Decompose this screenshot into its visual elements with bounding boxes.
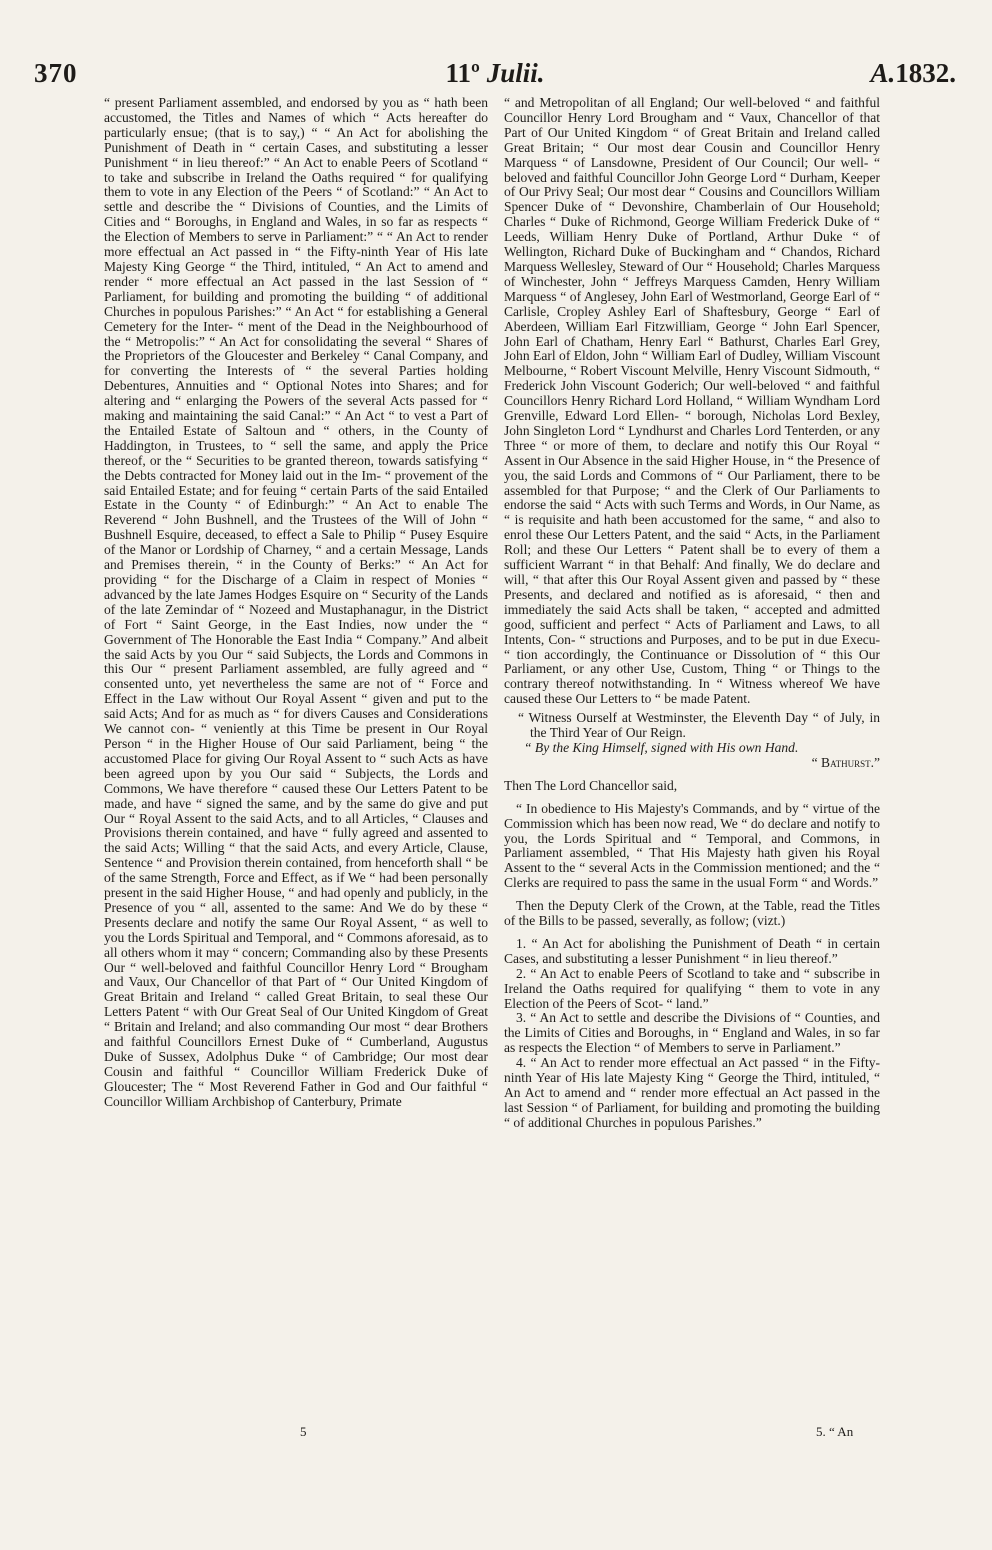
year-prefix: A. bbox=[870, 58, 896, 88]
right-continuation: “ and Metropolitan of all England; Our well-beloved “ and faithful Councillor Henry Lord Brougham and “ Vaux, Chancellor of that Part of Our United Kingdom “ of Great Britain and Ireland called Great Britain; “ Our most dear Cousin and Councillor Henry Marquess “ of Lansdowne, President of Our Council; Our well- “ beloved and faithful Councillor John George Lord “ Durham, Keeper of Our Privy Seal; Our most dear “ Cousins and Councillors William Spencer Duke of “ Devonshire, Chamberlain of Our Household; Charles “ Duke of Richmond, George William Frederick Duke of “ Leeds, William Henry Duke of Portland, Arthur Duke “ of Wellington, Richard Duke of Buckingham and “ Chandos, Richard Marquess Wellesley, Steward of Our “ Household; Charles Marquess of Winchester, John “ Jeffreys Marquess Camden, Henry William Marquess “ of Anglesey, John Earl of Westmorland, George Earl of “ Carlisle, Cropley Ashley Earl of Shaftesbury, George “ Earl of Aberdeen, William Earl Fitzwilliam, George “ John Earl Spencer, John Earl of Chatham, Henry Earl “ Bathurst, Charles Earl Grey, John Earl of Eldon, John “ William Earl of Dudley, William Viscount Melbourne, “ Robert Viscount Melville, Henry Viscount Sidmouth, “ Frederick John Viscount Goderich; Our well-beloved “ and faithful Councillors Henry Richard Lord Holland, “ William Wyndham Lord Grenville, Edward Lord Ellen- “ borough, Nicholas Lord Bexley, John Singleton Lord “ Lyndhurst and Charles Lord Tenterden, or any Three “ or more of them, to declare and notify this Our Royal “ Assent in Our Absence in the said Higher House, in “ the Presence of you, the said Lords and Commons of “ Our Parliament, there to be assembled for that Purpose; “ and the Clerk of Our Parliaments to endorse the said “ Acts with such Terms and Words, in Our Name, as “ is requisite and hath been accustomed for the same, “ and also to enrol these Our Letters Patent, and the said “ Acts, in the Parliament Roll; and these Our Letters “ Patent shall be to every of them a sufficient Warrant “ in that Behalf: And finally, We do declare and will, “ that after this Our Royal Assent given and passed by “ these Presents, and declared and notified as is aforesaid, “ then and immediately the said Acts shall be taken, “ accepted and admitted good, sufficient and perfect “ Acts of Parliament and Laws, to all Intents, Con- “ structions and Purposes, and to be put in due Execu- “ tion accordingly, the Continuance or Dissolution of “ this Our Parliament, or any other Use, Custom, Thing “ or Things to the contrary thereof notwithstanding. In “ Witness whereof We have caused these Our Letters to “ be made Patent. bbox=[504, 96, 880, 707]
chancellor-speech: “ In obedience to His Majesty's Commands, and by “ virtue of the Commission which has been now read, We “ do declare and notify to you, the Lords Spiritual and “ Temporal, and Commons, in Parliament assembled, “ That His Majesty hath given his Royal Assent to the “ several Acts in the Commission mentioned; and the “ Clerks are required to pass the same in the usual Form “ and Words.” bbox=[504, 800, 880, 891]
deputy-clerk-paragraph: Then the Deputy Clerk of the Crown, at the Table, read the Titles of the Bills to be passed, severally, as follow; (vizt.) bbox=[504, 898, 880, 929]
bill-item-1: 1. “ An Act for abolishing the Punishment of Death “ in certain Cases, and substituting a lesser Punishment “ in lieu thereof.” bbox=[504, 935, 880, 966]
witness-clause: “ Witness Ourself at Westminster, the Eleventh Day “ of July, in the Third Year of Our Reign. bbox=[518, 710, 880, 741]
bill-item-3: 3. “ An Act to settle and describe the Divisions of “ Counties, and the Limits of Cities and Boroughs, in “ England and Wales, in so far as respects the Election “ of Members to serve in Parliament.” bbox=[504, 1010, 880, 1056]
running-title bbox=[34, 58, 956, 89]
title-day: 11º bbox=[445, 58, 480, 88]
year-label bbox=[870, 58, 956, 89]
right-column bbox=[504, 96, 880, 1444]
signature-mark: 5 bbox=[300, 1424, 307, 1439]
chancellor-intro: Then The Lord Chancellor said, bbox=[504, 777, 678, 793]
year-value: 1832. bbox=[895, 58, 956, 88]
left-column bbox=[104, 96, 488, 1444]
page-header bbox=[34, 58, 956, 98]
bill-item-2: 2. “ An Act to enable Peers of Scotland to take and “ subscribe in Ireland the Oaths required for qualifying “ them to vote in any Election of the Peers of Scot- “ land.” bbox=[504, 965, 880, 1011]
page-number: 370 bbox=[34, 58, 78, 88]
signature-bathurst: “ Bathurst.” bbox=[811, 754, 880, 770]
bill-item-4: 4. “ An Act to render more effectual an Act passed “ in the Fifty-ninth Year of His late Majesty King “ George the Third, intituled, “ An Act to amend and “ render more effectual an Act passed in the last Session “ of Parliament, for building and promoting the building “ of additional Churches in populous Parishes.” bbox=[504, 1055, 880, 1130]
left-column-text: “ present Parliament assembled, and endorsed by you as “ hath been accustomed, the Titles and Names of which “ Acts hereafter do particularly ensue; (that is to say,) “ “ An Act for abolishing the Punishment of Death in “ certain Cases, and substituting a lesser Punishment “ in lieu thereof:” “ An Act to enable Peers of Scotland “ to take and subscribe in Ireland the Oaths required “ for qualifying them to vote in any Election of the Peers “ of Scotland:” “ An Act to settle and describe the “ Divisions of Counties, and the Limits of Cities and “ Boroughs, in England and Wales, in so far as respects “ the Election of Members to serve in Parliament:” “ “ An Act to render more effectual an Act passed in “ the Fifty-ninth Year of His late Majesty King George “ the Third, intituled, “ An Act to amend and render “ more effectual an Act passed in the last Session of “ Parliament, for building and promoting the building “ of additional Churches in populous Parishes:” “ An Act “ for establishing a General Cemetery for the Inter- “ ment of the Dead in the Neighbourhood of the “ Metropolis:” “ An Act for consolidating the several “ Shares of the Proprietors of the Gloucester and Berkeley “ Canal Company, and for converting the Interests of “ the several Parties holding Debentures, Annuities and “ Optional Notes into Shares; and for altering and “ enlarging the Powers of the several Acts passed for “ making and maintaining the said Canal:” “ An Act “ to vest a Part of the Entailed Estate of Saltoun and “ others, in the County of Haddington, in Trustees, to “ sell the same, and apply the Price thereof, or the “ Securities to be granted thereon, towards satisfying “ the Debts contracted for Money laid out in the Im- “ provement of the said Entailed Estate; and for feuing “ certain Parts of the said Entailed Estate in the County “ of Edinburgh:” “ An Act to enable The Reverend “ John Bushnell, and the Trustees of the Will of John “ Bushnell Esquire, deceased, to effect a Sale to Philip “ Pusey Esquire of the Manor or Lordship of Charney, “ and a certain Message, Lands and Premises therein, “ in the County of Berks:” “ An Act for providing “ for the Discharge of a Claim in respect of Monies “ advanced by the late James Hodges Esquire on “ Security of the Lands of the late Zemindar of “ Nozeed and Mustaphanagur, in the District of Fort “ Saint George, in the East Indies, now under the “ Government of The Honorable the East India “ Company.” And albeit the said Acts by you Our “ said Subjects, the Lords and Commons in this Our “ present Parliament assembled, are fully agreed and “ consented unto, yet nevertheless the same are not of “ Force and Effect in the Law without Our Royal Assent “ given and put to the said Acts; And for as much as “ for divers Causes and Considerations We cannot con- “ veniently at this Time be present in Our Royal Person “ in the Higher House of Our said Parliament, being “ the accustomed Place for giving Our Royal Assent to “ such Acts as have been agreed upon by you Our said “ Subjects, the Lords and Commons, We have therefore “ caused these Our Letters Patent to be made, and have “ signed the same, and by the same do give and put Our “ Royal Assent to the said Acts, and to all Articles, “ Clauses and Provisions therein contained, and have “ fully agreed and assented to the said Acts; Willing “ that the said Acts, and every Article, Clause, Sentence “ and Provision therein contained, from henceforth shall “ be of the same Strength, Force and Effect, as if We “ had been personally present in the said Higher House, “ and had openly and publicly, in the Presence of you “ all, assented to the same: And We do by these “ Presents declare and notify the same Our Royal Assent, “ as well to you the Lords Spiritual and Temporal, and “ Commons aforesaid, as to all others whom it may “ concern; Commanding also by these Presents Our “ well-beloved and faithful Councillor Henry Lord “ Brougham and Vaux, Our Chancellor of that Part of “ Our United Kingdom of Great Britain and Ireland “ called Great Britain, to seal these Our Letters Patent “ with Our Great Seal of Our United Kingdom of Great “ Britain and Ireland; and also commanding Our most “ dear Brothers and faithful Councillors Ernest Duke of “ Cumberland, Augustus Duke of Sussex, Adolphus Duke “ of Cambridge; Our most dear Cousin and faithful “ Councillor William Frederick Duke of Gloucester; The “ Most Reverend Father in God and Our faithful “ Councillor William Archbishop of Canterbury, Primate bbox=[104, 96, 488, 1109]
catchword: 5. “ An bbox=[816, 1424, 854, 1439]
title-month: Julii. bbox=[486, 58, 545, 88]
by-the-king-line: “ By the King Himself, signed with His own Hand. bbox=[524, 739, 799, 755]
